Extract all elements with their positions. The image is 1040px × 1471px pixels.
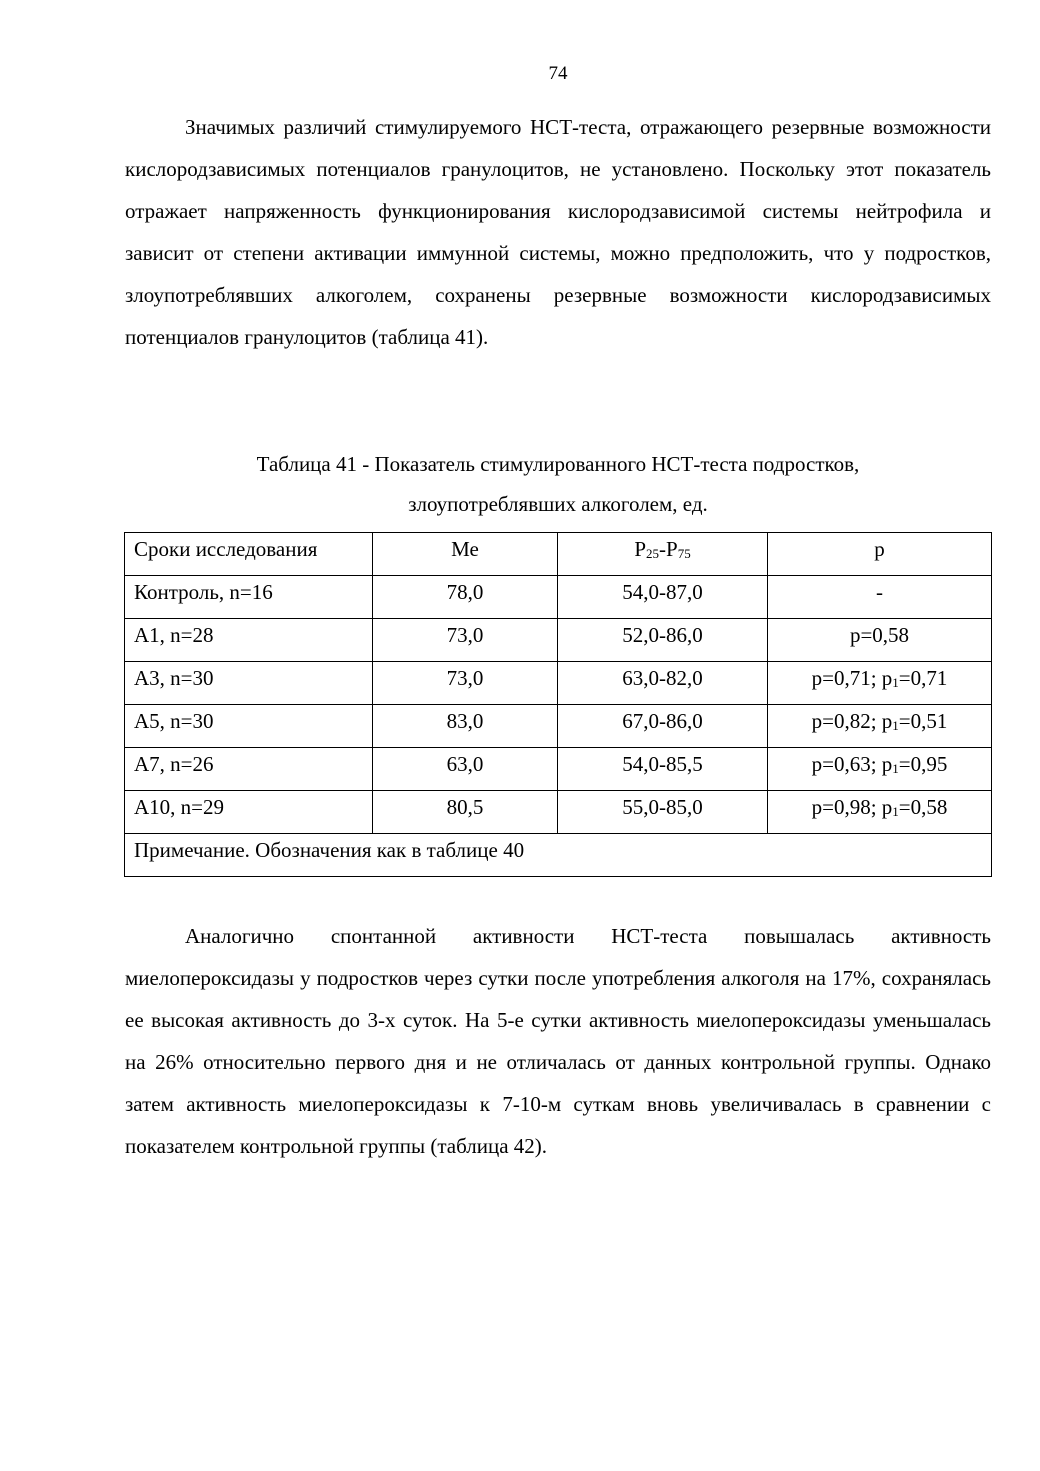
cell-me: 73,0 xyxy=(373,619,558,662)
body-paragraph-2-text: Аналогично спонтанной активности НСТ-теста повышалась активность миелопероксидазы у подростков через сутки после употребления алкоголя на 17%, сохранялась ее высокая активность до 3-х суток. На 5-е сутки активность миелопероксидазы уменьшалась на 26% относительно первого дня и не отличалась от данных контрольной группы. Однако затем активность миелопероксидазы к 7-10-м суткам вновь увеличивалась в сравнении с показателем контрольной группы (таблица 42). xyxy=(125,924,991,1158)
cell-me: 83,0 xyxy=(373,705,558,748)
table-note: Примечание. Обозначения как в таблице 40 xyxy=(125,834,992,877)
data-table xyxy=(124,532,992,877)
cell-range: 54,0-85,5 xyxy=(558,748,768,791)
table-note-row xyxy=(125,834,992,877)
body-paragraph-1 xyxy=(125,106,991,358)
cell-p: р=0,98; $р_1=0,58$ xyxy=(768,791,992,834)
cell-period: Контроль, n=16 xyxy=(125,576,373,619)
cell-p: - xyxy=(768,576,992,619)
table-caption-line-2: злоупотреблявших алкоголем, ед. xyxy=(408,492,708,516)
cell-range: 67,0-86,0 xyxy=(558,705,768,748)
cell-me: 63,0 xyxy=(373,748,558,791)
cell-period: А5, n=30 xyxy=(125,705,373,748)
table-row xyxy=(125,619,992,662)
cell-range: 63,0-82,0 xyxy=(558,662,768,705)
cell-p: р=0,58 xyxy=(768,619,992,662)
table-caption xyxy=(125,444,991,524)
cell-me: 78,0 xyxy=(373,576,558,619)
cell-range: 54,0-87,0 xyxy=(558,576,768,619)
cell-period: А1, n=28 xyxy=(125,619,373,662)
cell-me: 80,5 xyxy=(373,791,558,834)
header-period: Сроки исследования xyxy=(125,533,373,576)
page-number: 74 xyxy=(548,63,568,84)
cell-p: р=0,82; $р_1=0,51$ xyxy=(768,705,992,748)
cell-period: А10, n=29 xyxy=(125,791,373,834)
header-me: Ме xyxy=(373,533,558,576)
cell-range: 55,0-85,0 xyxy=(558,791,768,834)
table-header-row xyxy=(125,533,992,576)
table-row xyxy=(125,662,992,705)
table-row xyxy=(125,791,992,834)
cell-period: А3, n=30 xyxy=(125,662,373,705)
cell-me: 73,0 xyxy=(373,662,558,705)
cell-period: А7, n=26 xyxy=(125,748,373,791)
header-p: р xyxy=(768,533,992,576)
table-row xyxy=(125,576,992,619)
cell-p: р=0,63; $р_1=0,95$ xyxy=(768,748,992,791)
table-row xyxy=(125,748,992,791)
table-caption-line-1: Таблица 41 - Показатель стимулированного НСТ-теста подростков, xyxy=(256,452,860,476)
body-paragraph-1-text: Значимых различий стимулируемого НСТ-теста, отражающего резервные возможности кислородзависимых потенциалов гранулоцитов, не установлено. Поскольку этот показатель отражает напряженность функционирования кислородзависимой системы нейтрофила и зависит от степени активации иммунной системы, можно предположить, что у подростков, злоупотреблявших алкоголем, сохранены резервные возможности кислородзависимых потенциалов гранулоцитов (таблица 41). xyxy=(125,115,991,349)
cell-range: 52,0-86,0 xyxy=(558,619,768,662)
header-percentiles: $Р_{25}-Р_{75}$ xyxy=(558,533,768,576)
body-paragraph-2 xyxy=(125,915,991,1167)
cell-p: р=0,71; $р_1=0,71$ xyxy=(768,662,992,705)
table-row xyxy=(125,705,992,748)
